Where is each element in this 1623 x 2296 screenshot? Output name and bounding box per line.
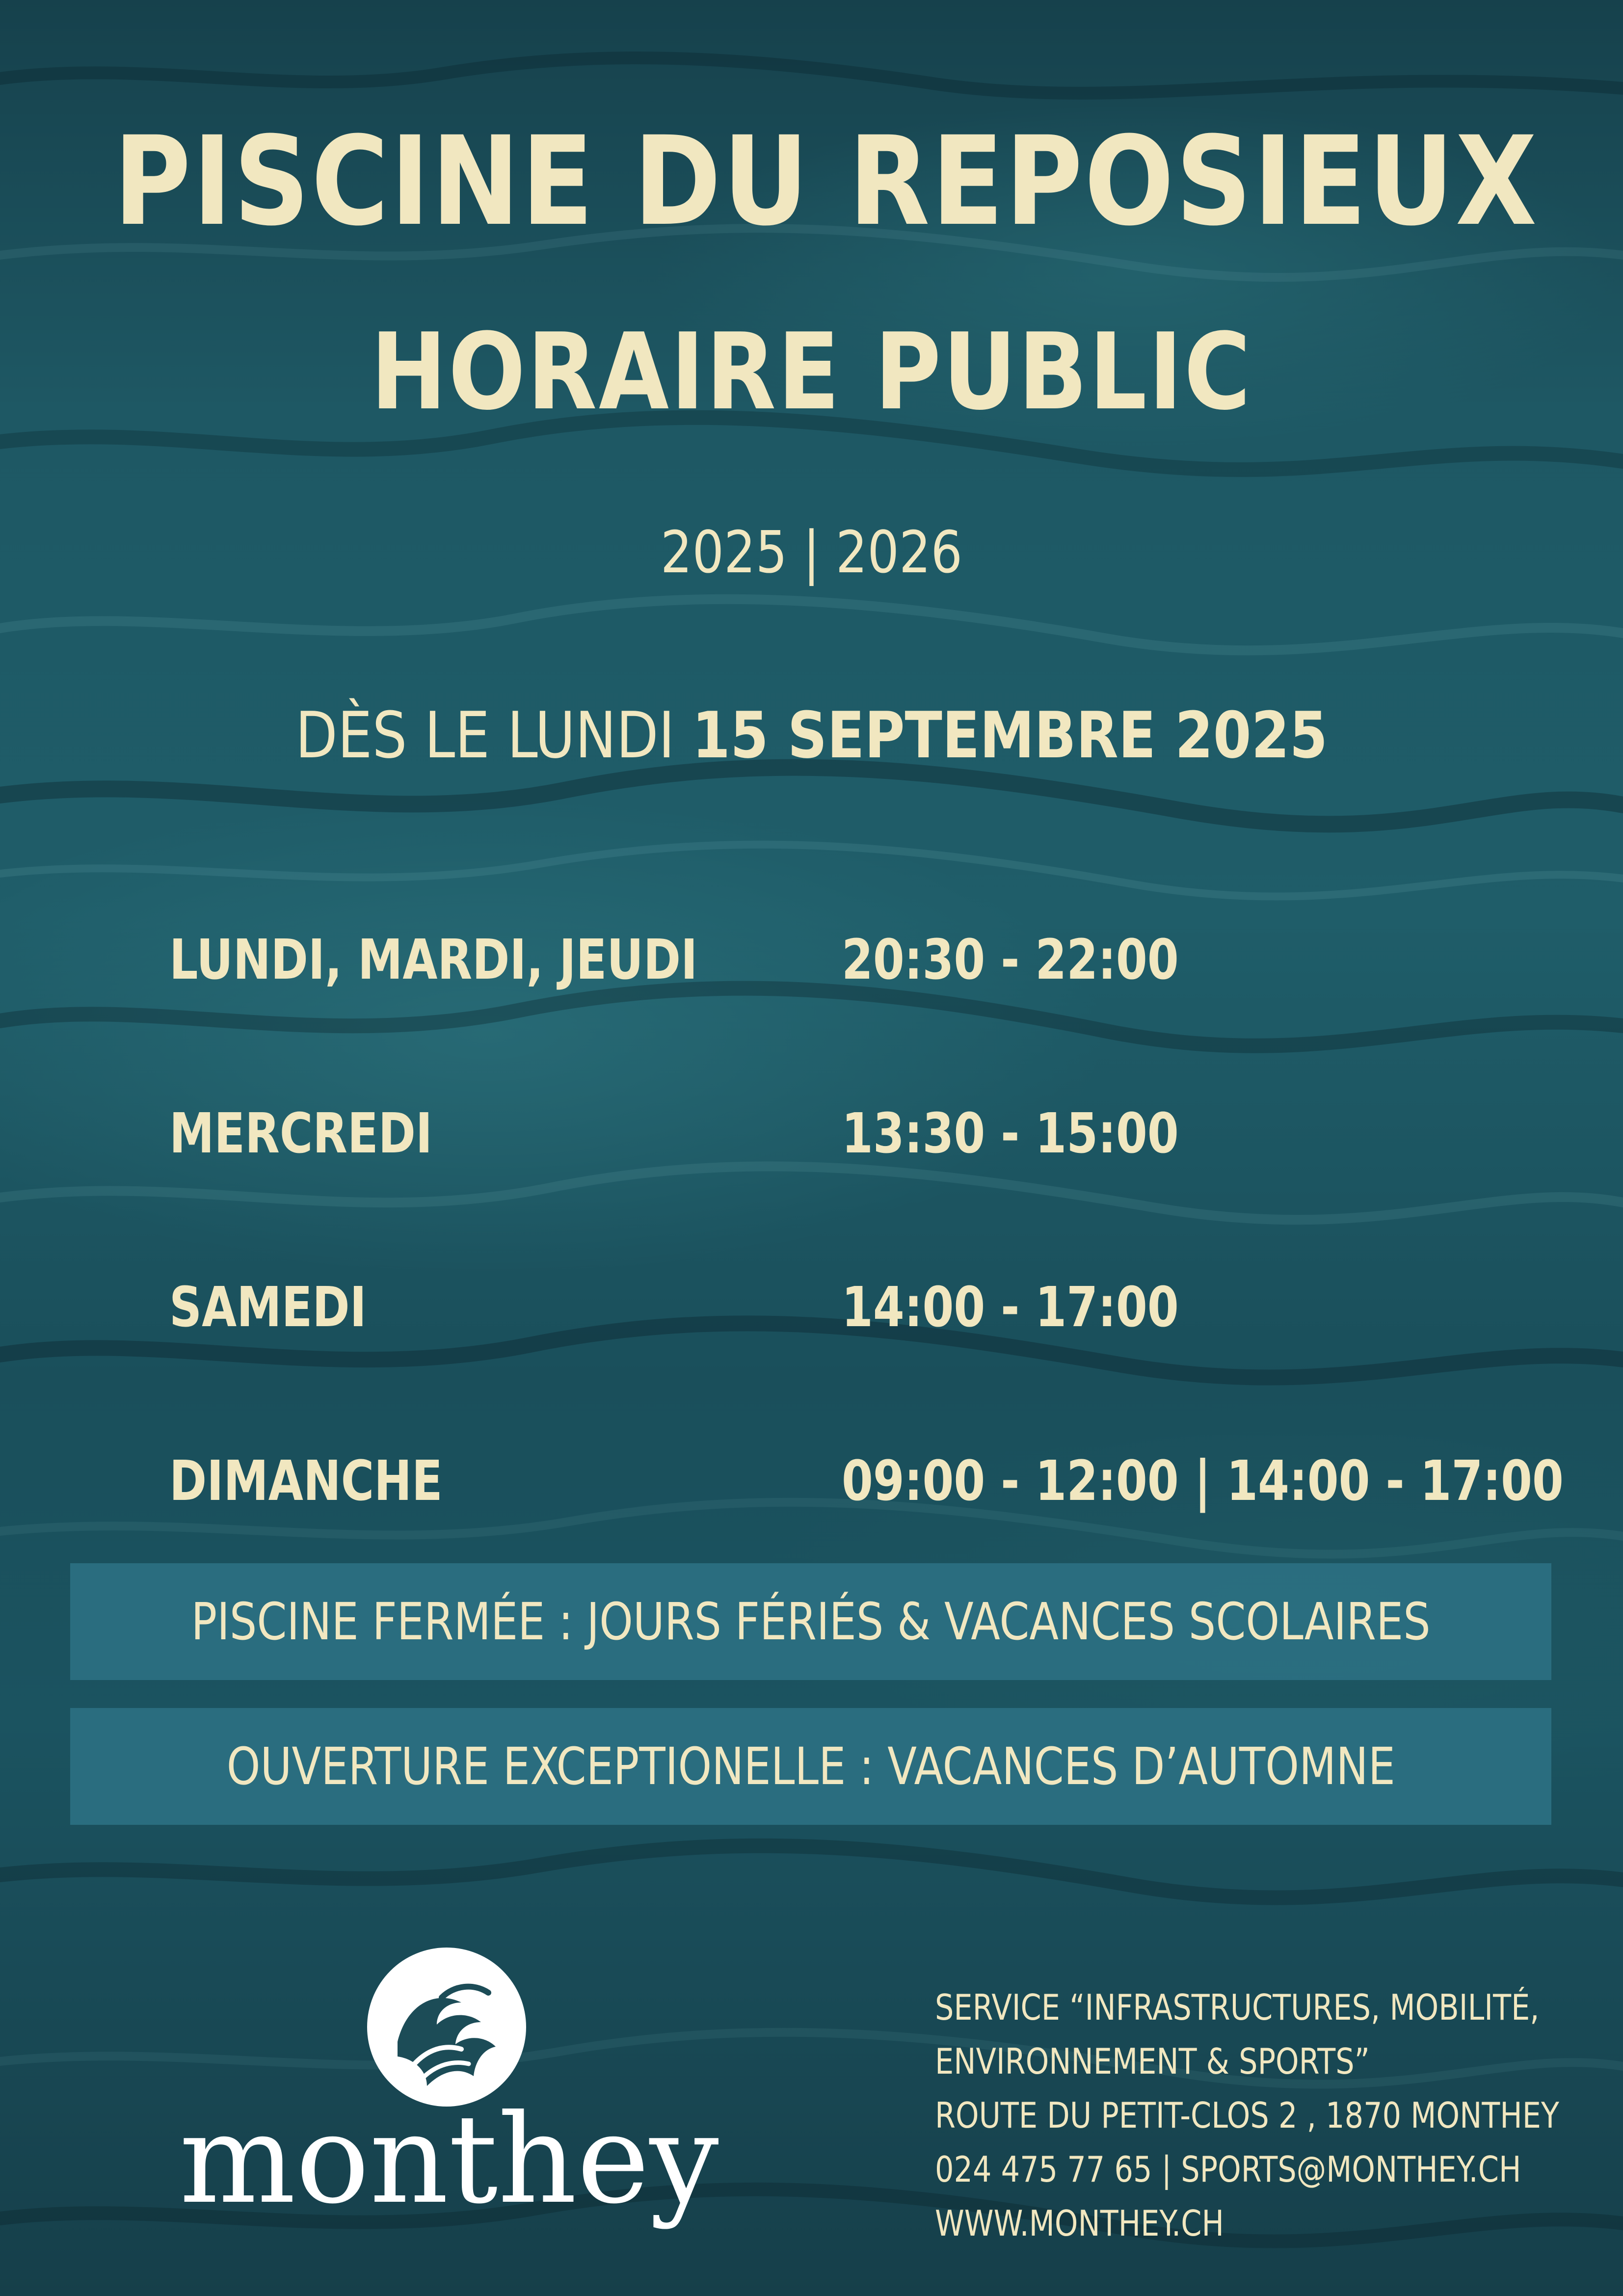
- contact-address: ROUTE DU PETIT-CLOS 2 , 1870 MONTHEY: [935, 2095, 1559, 2136]
- start-date-value: 15 SEPTEMBRE 2025: [692, 698, 1328, 773]
- schedule-row: [0, 1442, 1623, 1521]
- schedule-hours: 13:30 - 15:00: [842, 1102, 1179, 1166]
- monthey-logo: [162, 1944, 736, 2231]
- schedule-days: SAMEDI: [169, 1276, 367, 1339]
- start-date-line: [113, 696, 1509, 774]
- contact-phone-email: 024 475 77 65 | SPORTS@MONTHEY.CH: [935, 2149, 1521, 2190]
- contact-block: [935, 1980, 1588, 2250]
- schedule-row: [0, 1268, 1623, 1347]
- contact-website: WWW.MONTHEY.CH: [935, 2203, 1224, 2244]
- closure-notice: [70, 1563, 1551, 1680]
- schedule-hours: 20:30 - 22:00: [842, 928, 1179, 992]
- contact-service-line1: SERVICE “INFRASTRUCTURES, MOBILITÉ,: [935, 1987, 1540, 2028]
- closure-notice-text: PISCINE FERMÉE : JOURS FÉRIÉS & VACANCES SCOLAIRES: [191, 1592, 1431, 1652]
- season-label: 2025 | 2026: [660, 518, 963, 586]
- schedule-hours: 14:00 - 17:00: [842, 1276, 1179, 1339]
- wave-emblem-icon: [363, 1944, 530, 2110]
- exceptional-opening-notice: [70, 1708, 1551, 1825]
- schedule-days: DIMANCHE: [169, 1449, 443, 1513]
- page-title: PISCINE DU REPOSIEUX: [113, 110, 1539, 253]
- schedule-row: [0, 921, 1623, 999]
- logo-wordmark: monthey: [179, 2088, 719, 2231]
- page-subtitle: HORAIRE PUBLIC: [371, 310, 1252, 433]
- schedule-days: LUNDI, MARDI, JEUDI: [169, 928, 698, 992]
- contact-service-line2: ENVIRONNEMENT & SPORTS”: [935, 2041, 1370, 2082]
- schedule-row: [0, 1095, 1623, 1173]
- schedule-days: MERCREDI: [169, 1102, 433, 1166]
- exceptional-opening-text: OUVERTURE EXCEPTIONELLE : VACANCES D’AUTOMNE: [226, 1736, 1395, 1796]
- schedule-hours: 09:00 - 12:00 | 14:00 - 17:00: [842, 1449, 1564, 1513]
- start-date-prefix: DÈS LE LUNDI: [295, 698, 692, 773]
